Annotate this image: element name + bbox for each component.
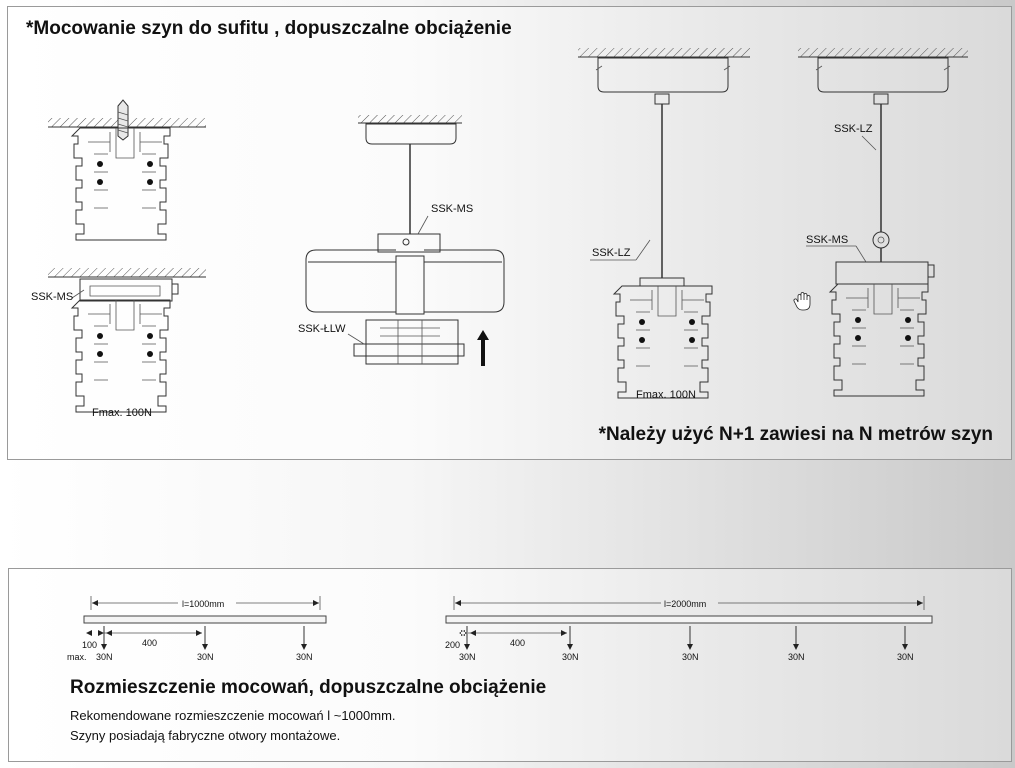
rail1-length-label: l=1000mm [182,599,225,609]
rail2-load-5: 30N [897,652,914,662]
rail2-length-label: l=2000mm [664,599,707,609]
label-ssk-ms-mid: SSK-MS [431,203,474,215]
label-ssk-llw: SSK-ŁLW [298,323,346,335]
bottom-description-2: Szyny posiadają fabryczne otwory montażowe. [70,728,341,743]
rail1-max-label: max. [67,652,87,662]
ssk-ms-clip-mount-diagram [48,268,206,412]
rail1-load-2: 30N [197,652,214,662]
rail2-load-1: 30N [459,652,476,662]
suspension-lz-diagram [578,48,750,398]
rail2-load-3: 30N [682,652,699,662]
rail1-offset-label: 100 [82,640,98,650]
ssk-ms-clip [80,279,172,301]
rail2-spacing-label: 400 [510,638,526,648]
label-ssk-ms-left: SSK-MS [31,291,74,303]
rail1-load-3: 30N [296,652,313,662]
bottom-description-1: Rekomendowane rozmieszczenie mocowań l ~1000mm. [70,708,396,723]
label-ssk-lz-b: SSK-LZ [834,123,873,135]
screw-icon [118,100,128,140]
top-note: *Należy użyć N+1 zawiesi na N metrów szyn [598,424,993,445]
rail1-spacing-label: 400 [142,638,158,648]
label-ssk-lz-a: SSK-LZ [592,247,631,259]
rail1-load-1: 30N [96,652,113,662]
rail2-load-2: 30N [562,652,579,662]
suspension-lz-ms-diagram [794,48,968,396]
label-fmax-left: Fmax. 100N [92,407,152,419]
label-fmax-right: Fmax. 100N [636,389,696,401]
arrow-up-icon [477,330,489,366]
rail2-offset-label: 200 [445,640,461,650]
hand-cursor-icon [794,293,810,311]
bottom-title: Rozmieszczenie mocowań, dopuszczalne obciążenie [70,677,547,698]
ceiling-screw-mount-diagram [48,100,206,240]
label-ssk-ms-right: SSK-MS [806,234,849,246]
top-title: *Mocowanie szyn do sufitu , dopuszczalne obciążenie [26,18,512,39]
rail2-load-4: 30N [788,652,805,662]
